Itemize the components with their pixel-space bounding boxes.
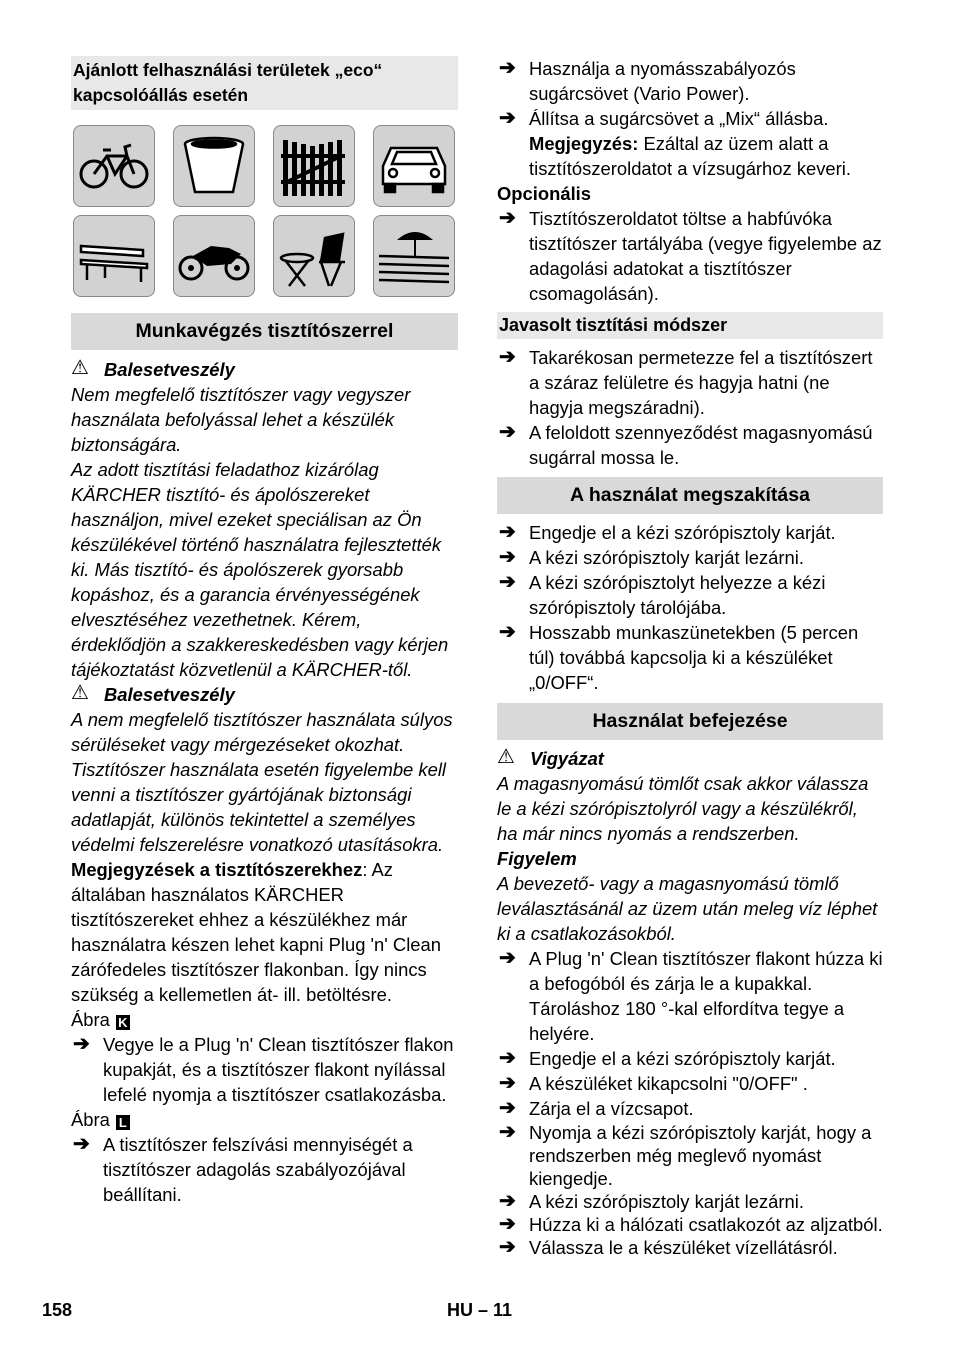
arrow-icon: ➔	[499, 421, 516, 443]
arrow-icon: ➔	[499, 1236, 516, 1258]
step-k: ➔ Vegye le a Plug 'n' Clean tisztítószer flakon kupakját, és a tisztítószer flakont nyílással lefelé nyomja a tisztítószer csatlakozásba.	[73, 1033, 454, 1105]
step-end-6: ➔ A kézi szórópisztoly karját lezárni.	[499, 1190, 804, 1212]
attention-text: A bevezető- vagy a magasnyomású tömlő leválasztásánál az üzem után meleg víz léphet ki a csatlakozásokból.	[497, 873, 878, 944]
flower-pot-icon	[173, 125, 255, 207]
right-column	[497, 56, 883, 1259]
warning-icon: ⚠	[497, 746, 515, 768]
step-l: ➔ A tisztítószer felszívási mennyiségét a tisztítószer adagolás szabályozójával beállítani.	[73, 1133, 413, 1205]
step-top-1: ➔ Használja a nyomásszabályozós sugárcsövet (Vario Power).	[499, 57, 796, 104]
fence-icon	[273, 125, 355, 207]
arrow-icon: ➔	[499, 621, 516, 643]
note-cleaning-agents: Megjegyzések a tisztítószerekhez: Az általában használatos KÄRCHER tisztítószereket ehhez a készülékhez már használatra készen lehet kapni Plug 'n' Clean zárófedeles tisztítószer flakonban. Így nincs szükség a kellemetlen át- ill. betöltésre.	[71, 859, 441, 1005]
arrow-icon: ➔	[499, 1213, 516, 1235]
step-method-2: ➔ A feloldott szennyeződést magasnyomású sugárral mossa le.	[499, 421, 873, 468]
arrow-icon: ➔	[499, 947, 516, 969]
warning-1-text-2: Az adott tisztítási feladathoz kizárólag KÄRCHER tisztító- és ápolószereket használjon, mivel ezeket speciálisan az Ön készülékével történő használatra fejlesztették ki. Más tisztító- és ápolószerek gyorsabb kopáshoz, és a garancia érvényességének elvesztéséhez vezethetnek. Kérem, érdeklődjön a szakkereskedésben vagy kérjen tájékoztatást közvetlenül a KÄRCHER-től.	[71, 459, 449, 680]
step-interrupt-2: ➔ A kézi szórópisztoly karját lezárni.	[499, 546, 804, 568]
arrow-icon: ➔	[499, 346, 516, 368]
eco-header: Ajánlott felhasználási területek „eco“ kapcsolóállás esetén	[71, 56, 458, 110]
terrace-umbrella-icon	[373, 215, 455, 297]
warning-icon: ⚠	[71, 682, 89, 704]
figure-ref-k: Ábra K	[71, 1007, 458, 1032]
step-interrupt-1: ➔ Engedje el a kézi szórópisztoly karját.	[499, 521, 836, 543]
page-code: HU – 11	[447, 1300, 513, 1320]
application-icons-grid	[73, 125, 458, 297]
section-cleaning-agent: Munkavégzés tisztítószerrel	[71, 313, 458, 350]
garden-furniture-icon	[273, 215, 355, 297]
section-end: Használat befejezése	[497, 703, 883, 740]
arrow-icon: ➔	[499, 107, 516, 129]
arrow-icon: ➔	[499, 207, 516, 229]
car-icon	[373, 125, 455, 207]
step-end-7: ➔ Húzza ki a hálózati csatlakozót az aljzatból.	[499, 1213, 883, 1235]
step-end-2: ➔ Engedje el a kézi szórópisztoly karját.	[499, 1047, 836, 1069]
arrow-icon: ➔	[73, 1133, 90, 1155]
step-optional: ➔ Tisztítószeroldatot töltse a habfúvóka tisztítószer tartályába (vegye figyelembe az adagolási adatokat a tisztítószer csomagolásán).	[499, 207, 882, 304]
arrow-icon: ➔	[499, 521, 516, 543]
bicycle-icon	[73, 125, 155, 207]
motorcycle-icon	[173, 215, 255, 297]
arrow-icon: ➔	[499, 1097, 516, 1119]
step-end-5: ➔ Nyomja a kézi szórópisztoly karját, hogy a rendszerben még meglevő nyomást kiengedje.	[499, 1121, 872, 1189]
arrow-icon: ➔	[499, 1072, 516, 1094]
warning-icon: ⚠	[71, 357, 89, 379]
attention-label: Figyelem	[497, 848, 577, 869]
step-end-8: ➔ Válassza le a készüléket vízellátásról.	[499, 1236, 838, 1258]
figure-ref-l: Ábra L	[71, 1107, 458, 1132]
step-end-4: ➔ Zárja el a vízcsapot.	[499, 1097, 694, 1119]
step-interrupt-4: ➔ Hosszabb munkaszünetekben (5 percen túl) továbbá kapcsolja ki a készüléket „0/OFF“.	[499, 621, 859, 693]
left-column	[71, 56, 458, 1207]
section-interrupt: A használat megszakítása	[497, 477, 883, 514]
warning-1-text: Nem megfelelő tisztítószer vagy vegyszer használata befolyással lehet a készülék biztonságára.	[71, 384, 411, 455]
warning-1: ⚠ Balesetveszély	[71, 357, 235, 380]
optional-label: Opcionális	[497, 183, 592, 204]
subsection-method: Javasolt tisztítási módszer	[497, 312, 883, 339]
arrow-icon: ➔	[499, 546, 516, 568]
arrow-icon: ➔	[499, 1190, 516, 1212]
arrow-icon: ➔	[499, 1047, 516, 1069]
step-end-1: ➔ A Plug 'n' Clean tisztítószer flakont húzza ki a befogóból és zárja le a kupakkal. Tároláshoz 180 °-kal elfordítva tegye a helyére.	[499, 947, 883, 1044]
step-method-1: ➔ Takarékosan permetezze fel a tisztítószert a száraz felületre és hagyja hatni (ne hagyja megszáradni).	[499, 346, 873, 418]
warning-2-text-2: Tisztítószer használata esetén figyelembe kell venni a tisztítószer gyártójának biztonsági adatlapját, különös tekintettel a személyes védelmi felszerelésre vonatkozó utasításokra.	[71, 759, 446, 855]
warning-3: ⚠ Vigyázat	[497, 746, 604, 769]
arrow-icon: ➔	[73, 1033, 90, 1055]
step-interrupt-3: ➔ A kézi szórópisztolyt helyezze a kézi szórópisztoly tárolójába.	[499, 571, 826, 618]
arrow-icon: ➔	[499, 571, 516, 593]
arrow-icon: ➔	[499, 57, 516, 79]
bench-icon	[73, 215, 155, 297]
warning-3-text: A magasnyomású tömlőt csak akkor válassza le a kézi szórópisztolyról vagy a készülékről, ha már nincs nyomás a rendszerben.	[497, 773, 869, 844]
step-top-2: ➔ Állítsa a sugárcsövet a „Mix“ állásba. Megjegyzés: Ezáltal az üzem alatt a tisztítószeroldatot a vízsugárhoz keveri.	[499, 107, 851, 179]
warning-2-text: A nem megfelelő tisztítószer használata súlyos sérüléseket vagy mérgezéseket okozhat.	[71, 709, 453, 755]
warning-2: ⚠ Balesetveszély	[71, 682, 235, 705]
page-number: 158	[42, 1300, 73, 1320]
arrow-icon: ➔	[499, 1121, 516, 1143]
step-end-3: ➔ A készüléket kikapcsolni "0/OFF" .	[499, 1072, 808, 1094]
